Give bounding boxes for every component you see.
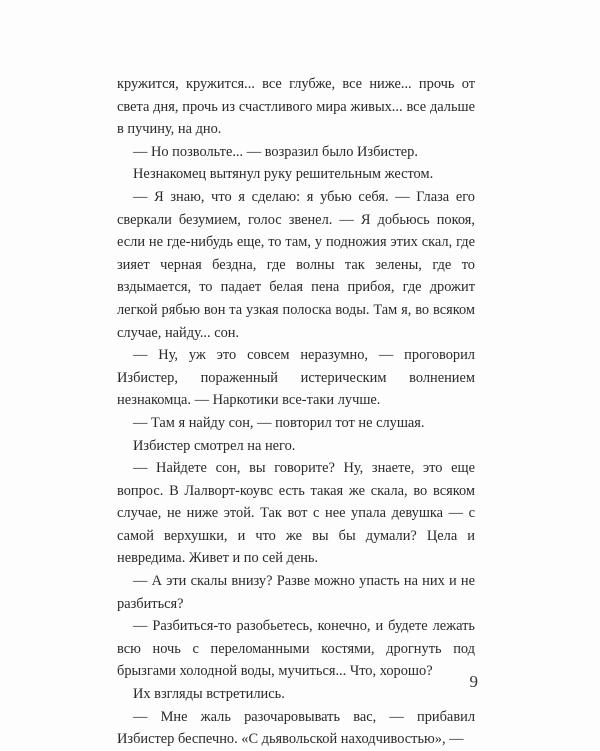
paragraph-8: — Найдете сон, вы говорите? Ну, знаете, это еще вопрос. В Лалворт-коувс есть такая же скала, во всяком случае, не ниже этой. Так вот с нее упала девушка — с самой верхушки, и что же вы бы думали? Цела и невредима. Живет и по сей день.	[117, 460, 475, 567]
paragraph-6: — Там я найду сон, — повторил тот не слушая.	[133, 414, 425, 431]
paragraph-5: — Ну, уж это совсем неразумно, — проговорил Избистер, пораженный истерическим волнением незнакомца. — Наркотики все-таки лучше.	[117, 347, 475, 409]
page-number: 9	[469, 672, 478, 691]
paragraph-9: — А эти скалы внизу? Разве можно упасть на них и не разбиться?	[117, 573, 475, 612]
paragraph-2: — Но позвольте... — возразил было Избистер.	[133, 143, 418, 160]
paragraph-10: — Разбиться-то разобьетесь, конечно, и будете лежать всю ночь с переломанными костями, дрогнуть под брызгами холодной воды, мучиться... Что, хорошо?	[117, 618, 475, 680]
body-text	[117, 73, 475, 751]
paragraph-4: — Я знаю, что я сделаю: я убью себя. — Глаза его сверкали безумием, голос звенел. — Я добьюсь покоя, если не где-нибудь еще, то там, у подножия этих скал, где зияет черная бездна, где волны так зелены, где то вздымается, то падает белая пена прибоя, где дрожит легкой рябью вон та узкая полоска воды. Там я, во всяком случае, найду... сон.	[117, 188, 475, 341]
paragraph-7: Избистер смотрел на него.	[133, 437, 296, 454]
paragraph-11: Их взгляды встретились.	[133, 686, 285, 703]
paragraph-3: Незнакомец вытянул руку решительным жестом.	[133, 166, 434, 183]
paragraph-1: кружится, кружится... все глубже, все ниже... прочь от света дня, прочь из счастливого мира живых... все дальше в пучину, на дно.	[117, 76, 475, 138]
paragraph-12: — Мне жаль разочаровывать вас, — прибавил Избистер беспечно. «С дьявольской находчивостью», —	[117, 708, 475, 748]
